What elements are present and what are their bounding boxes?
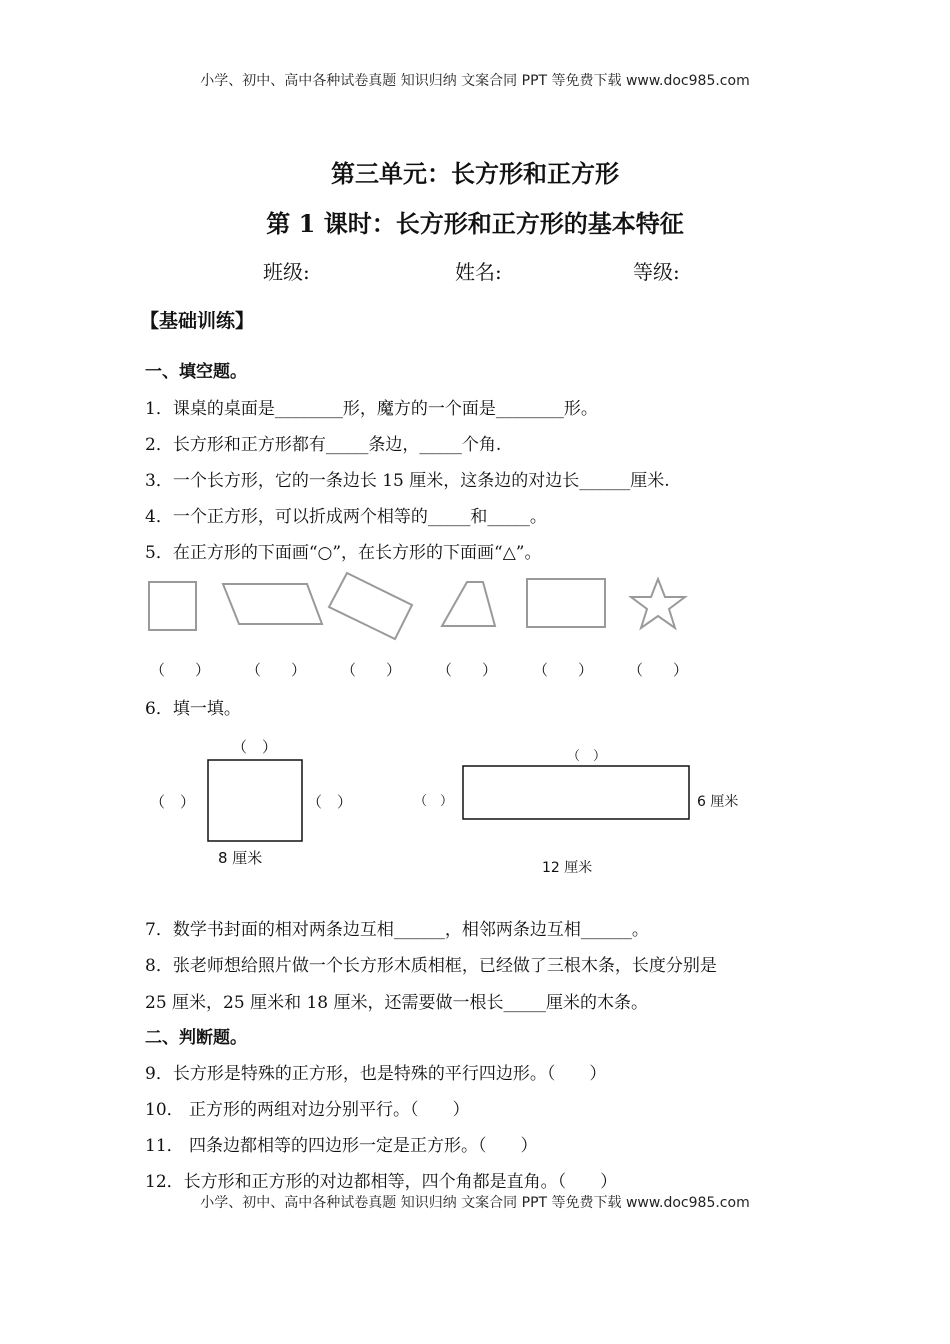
question-1: 1．课桌的桌面是________形，魔方的一个面是________形。 [145,399,598,419]
q5-answer-6[interactable]: （ ） [628,661,689,679]
shape-rectangle [527,579,605,627]
question-11: 11． 四条边都相等的四边形一定是正方形。（ ） [145,1136,538,1156]
question-10: 10． 正方形的两组对边分别平行。（ ） [145,1100,470,1120]
part1-heading: 一、填空题。 [145,362,247,382]
shape-tilted-rectangle [329,573,412,639]
question-6: 6．填一填。 [145,699,241,719]
q6-square-bottom-label: 8 厘米 [218,849,263,867]
question-8-line2: 25 厘米，25 厘米和 18 厘米，还需要做一根长_____厘米的木条。 [145,993,649,1013]
question-12: 12．长方形和正方形的对边都相等，四个角都是直角。（ ） [145,1172,618,1192]
shape-square [149,582,196,630]
q6-rect-right-label: 6 厘米 [697,794,739,810]
q5-answer-1[interactable]: （ ） [150,661,211,679]
grade-label: 等级: [633,260,680,284]
page-footer: 小学、初中、高中各种试卷真题 知识归纳 文案合同 PPT 等免费下载 www.doc985.com [200,1195,750,1211]
shape-trapezoid [442,582,495,626]
q6-rect-top-blank[interactable]: （ ） [567,749,607,764]
part2-heading: 二、判断题。 [145,1028,247,1048]
q5-answer-3[interactable]: （ ） [341,661,402,679]
name-label: 姓名: [455,260,502,284]
question-9: 9．长方形是特殊的正方形，也是特殊的平行四边形。（ ） [145,1064,607,1084]
q6-square-left-blank[interactable]: （ ） [150,793,196,811]
q6-square [208,760,302,841]
lesson-title: 第 1 课时：长方形和正方形的基本特征 [266,209,684,238]
unit-title: 第三单元：长方形和正方形 [331,159,619,188]
shape-star [631,579,685,628]
q5-shapes [140,565,700,645]
q6-rectangle [463,766,689,819]
question-2: 2．长方形和正方形都有_____条边，_____个角. [145,435,502,455]
question-7: 7．数学书封面的相对两条边互相______，相邻两条边互相______。 [145,920,649,940]
q5-answer-2[interactable]: （ ） [246,661,307,679]
class-label: 班级: [263,260,310,284]
question-8-line1: 8．张老师想给照片做一个长方形木质相框，已经做了三根木条，长度分别是 [145,956,717,976]
q6-square-top-blank[interactable]: （ ） [232,738,278,756]
section-basic-training: 【基础训练】 [140,310,255,332]
q6-rect-left-blank[interactable]: （ ） [414,794,454,809]
question-3: 3．一个长方形，它的一条边长 15 厘米，这条边的对边长______厘米. [145,471,670,491]
q6-square-right-blank[interactable]: （ ） [307,793,353,811]
q6-rect-bottom-label: 12 厘米 [542,860,593,876]
question-5: 5．在正方形的下面画“○”，在长方形的下面画“△”。 [145,543,542,563]
page-header: 小学、初中、高中各种试卷真题 知识归纳 文案合同 PPT 等免费下载 www.doc985.com [200,73,750,89]
question-4: 4．一个正方形，可以折成两个相等的_____和_____。 [145,507,547,527]
shape-parallelogram [223,584,322,624]
q5-answer-4[interactable]: （ ） [437,661,498,679]
q5-answer-5[interactable]: （ ） [533,661,594,679]
